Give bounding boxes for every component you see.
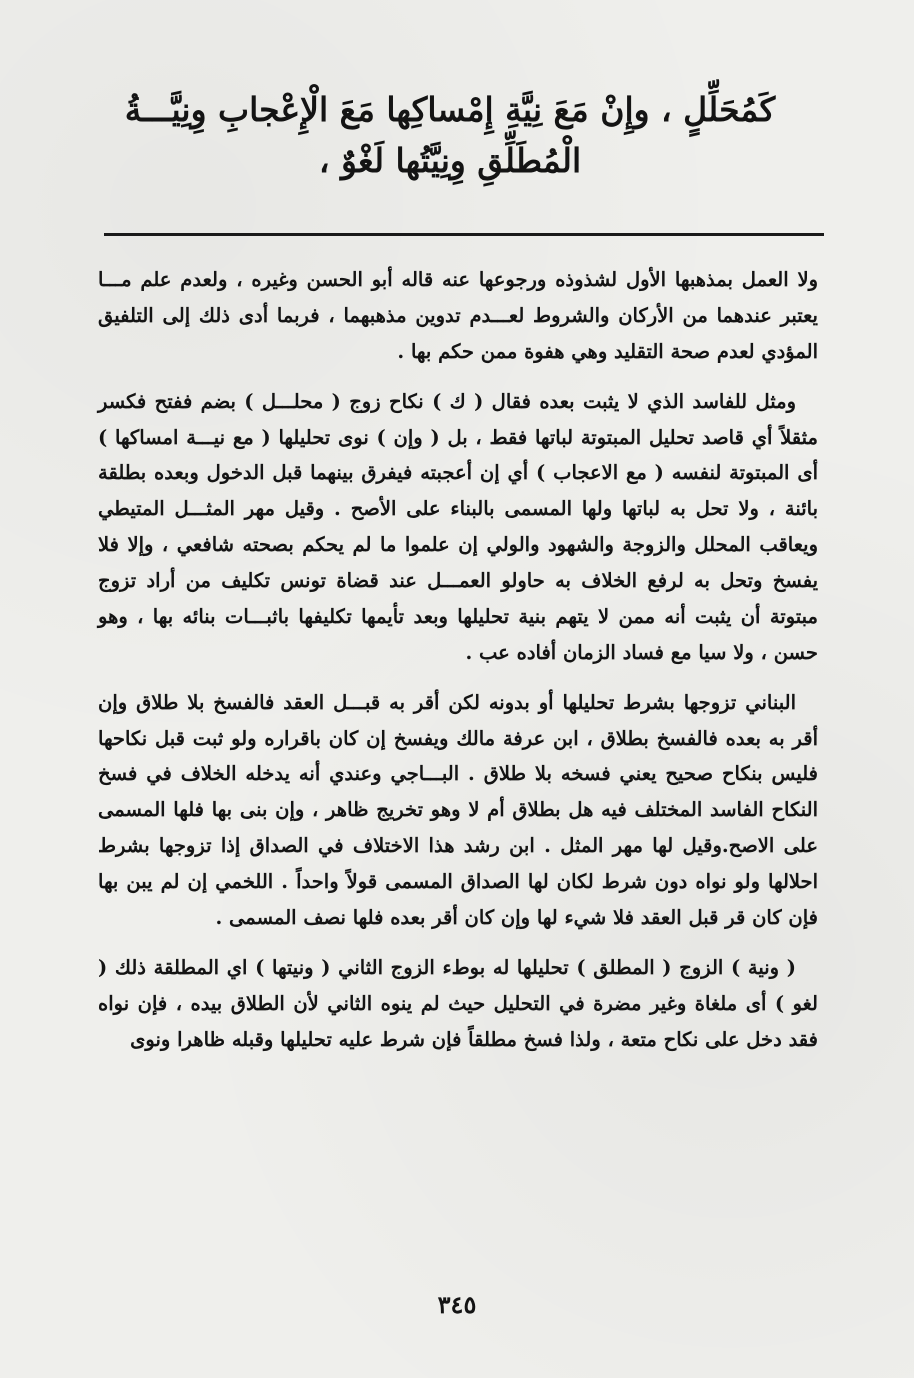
commentary-paragraph-1: ولا العمل بمذهبها الأول لشذوذه ورجوعها عنه قاله أبو الحسن وغيره ، ولعدم علم مـــا يعتبر عندهما من الأركان والشروط لعـــدم تدوين مذهبهما ، فربما أدى ذلك إلى التلفيق المؤدي لعدم صحة التقليد وهي هفوة ممن حكم بها . — [98, 268, 818, 363]
matn-line-2: الْمُطَلِّقِ وِنِيَّتُها لَغْوٌ ، — [318, 141, 582, 181]
page-number: ٣٤٥ — [437, 1290, 477, 1319]
matn-text — [100, 84, 800, 186]
commentary-paragraph-3: البناني تزوجها بشرط تحليلها أو بدونه لكن أقر به قبـــل العقد فالفسخ بلا طلاق وإن أقر به بعده فالفسخ بطلاق ، ابن عرفة مالك ويفسخ إن كان باقراره ولو ثبت قبل نكاحها فليس بنكاح صحيح يعني فسخه بلا طلاق . البـــاجي وعندي أنه يدخله الخلاف في فسخ النكاح الفاسد المختلف فيه هل بطلاق أم لا وهو تخريج ظاهر ، وإن بنى بها فلها المسمى على الاصح.وقيل لها مهر المثل . ابن رشد هذا الاختلاف في الصداق إذا تزوجها بشرط احلالها ولو نواه دون شرط لكان لها الصداق المسمى قولاً واحداً . اللخمي إن لم يبن بها فإن كان قر قبل العقد فلا شيء لها وإن كان أقر بعده فلها نصف المسمى . — [98, 690, 818, 929]
commentary-paragraph-2: ومثل للفاسد الذي لا يثبت بعده فقال ( ك ) نكاح زوج ( محلـــل ) بضم ففتح فكسر مثقلاً أي قاصد تحليل المبتوتة لباتها فقط ، بل ( وإن ) نوى تحليلها ( مع نيـــة امساكها ) أى المبتوتة لنفسه ( مع الاعجاب ) أي إن أعجبته فيفرق بينهما قبل الدخول وبعده بطلقة بائنة ، ولا تحل به لباتها ولها المسمى بالبناء على الأصح . وقيل مهر المثـــل المتيطي ويعاقب المحلل والزوجة والشهود والولي إن علموا ما لم يحكم بصحته شافعي ، وإلا فلا يفسخ وتحل به لرفع الخلاف به حاولو العمـــل عند قضاة تونس تكليف من أراد تزوج مبتوتة أن يثبت أنه ممن لا يتهم بنية تحليلها وبعد تأيمها تكليفها باثبـــات بنائه بها ، وهو حسن ، ولا سيا مع فساد الزمان أفاده عب . — [98, 389, 818, 664]
matn-line-1: كَمُحَلِّلٍ ، وإِنْ مَعَ نِيَّةِ إِمْساكِها مَعَ الْإِعْجابِ وِنِيَّـــةُ — [124, 90, 776, 129]
separator-rule — [104, 233, 824, 236]
commentary-paragraph-4: ( ونية ) الزوج ( المطلق ) تحليلها له بوطء الزوج الثاني ( ونيتها ) اي المطلقة ذلك ( لغو ) أى ملغاة وغير مضرة في التحليل حيث لم ينوه الثاني لأن الطلاق بيده ، فإن نواه فقد دخل على نكاح متعة ، ولذا فسخ مطلقاً فإن شرط عليه تحليلها وقبله ظاهرا ونوى — [98, 955, 818, 1051]
commentary-text — [98, 262, 818, 1071]
